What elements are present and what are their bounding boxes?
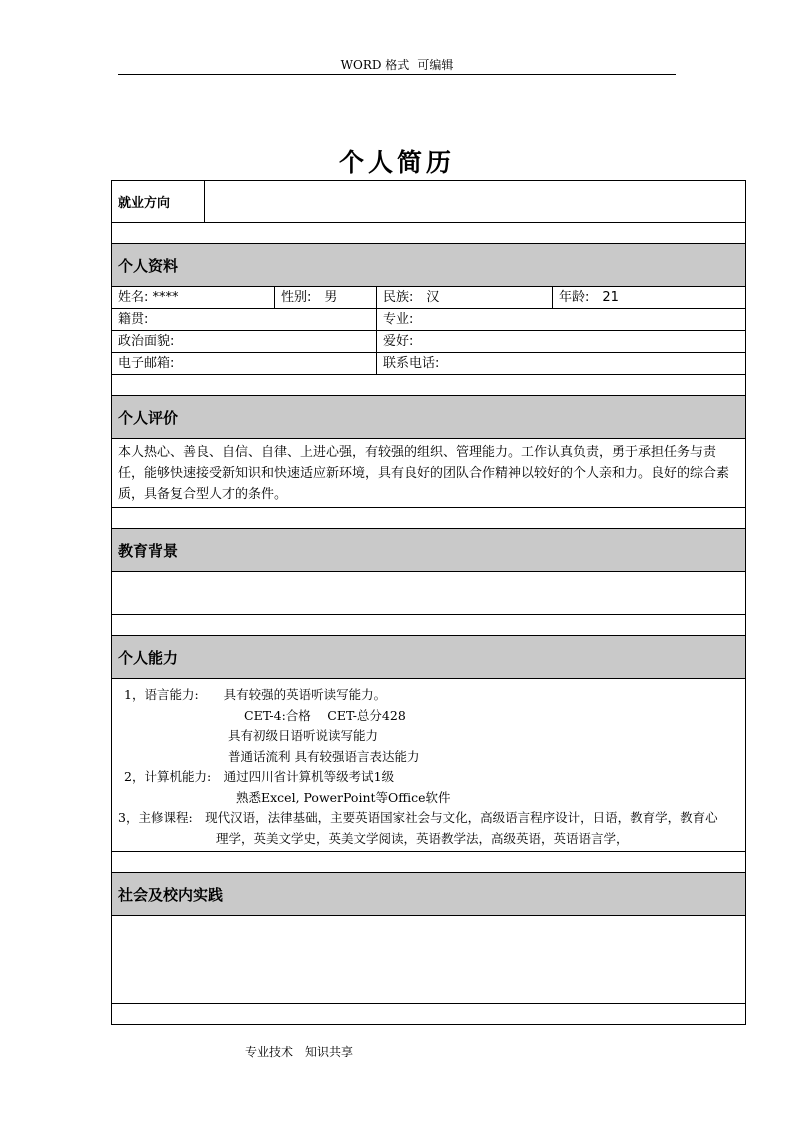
- phone-field: 联系电话:: [377, 353, 746, 375]
- section-ability: 个人能力: [112, 636, 746, 679]
- section-personal: 个人资料: [112, 244, 746, 287]
- ability-line-language: 1，语言能力: 具有较强的英语听读写能力。: [124, 687, 387, 702]
- ethnicity-field: 民族: 汉: [377, 287, 553, 309]
- section-evaluation: 个人评价: [112, 396, 746, 439]
- evaluation-text: 本人热心、善良、自信、自律、上进心强，有较强的组织、管理能力。工作认真负责，勇于承担任务与责任，能够快速接受新知识和快速适应新环境，具有良好的团队合作精神以较好的个人亲和力。良好的综合素质，具备复合型人才的条件。: [112, 439, 746, 508]
- hometown-field: 籍贯:: [112, 309, 377, 331]
- section-education: 教育背景: [112, 529, 746, 572]
- header-format-label: WORD 格式: [340, 58, 410, 72]
- spacer-row: [112, 1004, 746, 1025]
- ability-line-computer: 2，计算机能力: 通过四川省计算机等级考试1级: [124, 769, 395, 784]
- ability-line-mandarin: 普通话流利 具有较强语言表达能力: [228, 748, 420, 764]
- ability-content: [112, 679, 746, 852]
- spacer-row: [112, 508, 746, 529]
- footer-share-label: 知识共享: [305, 1045, 354, 1059]
- major-field: 专业:: [377, 309, 746, 331]
- ability-line-courses-cont: 理学，英美文学史，英美文学阅读，英语教学法，高级英语，英语语言学，: [216, 830, 629, 846]
- ability-line-cet: CET-4:合格 CET-总分428: [244, 707, 406, 723]
- spacer-row: [112, 852, 746, 873]
- spacer-row: [112, 375, 746, 396]
- page-header: [118, 57, 676, 75]
- section-practice: 社会及校内实践: [112, 873, 746, 916]
- practice-content: [112, 916, 746, 1004]
- political-field: 政治面貌:: [112, 331, 377, 353]
- career-label: 就业方向: [112, 181, 205, 223]
- page-footer: [245, 1043, 365, 1060]
- gender-field: 性别: 男: [275, 287, 377, 309]
- career-value: [205, 181, 746, 223]
- ability-line-japanese: 具有初级日语听说读写能力: [228, 728, 379, 743]
- resume-table: [111, 180, 746, 1025]
- ability-line-courses: 3，主修课程: 现代汉语，法律基础，主要英语国家社会与文化，高级语言程序设计，日语，教育学，教育心: [118, 810, 718, 825]
- header-editable-label: 可编辑: [417, 58, 454, 72]
- name-field: 姓名: ****: [112, 287, 275, 309]
- education-content: [112, 572, 746, 615]
- age-field: 年龄: 21: [553, 287, 746, 309]
- ability-line-office: 熟悉Excel, PowerPoint等Office软件: [236, 789, 451, 805]
- email-field: 电子邮箱:: [112, 353, 377, 375]
- page-title: 个人简历: [338, 148, 455, 177]
- footer-tech-label: 专业技术: [245, 1045, 294, 1059]
- spacer-row: [112, 615, 746, 636]
- spacer-row: [112, 223, 746, 244]
- hobby-field: 爱好:: [377, 331, 746, 353]
